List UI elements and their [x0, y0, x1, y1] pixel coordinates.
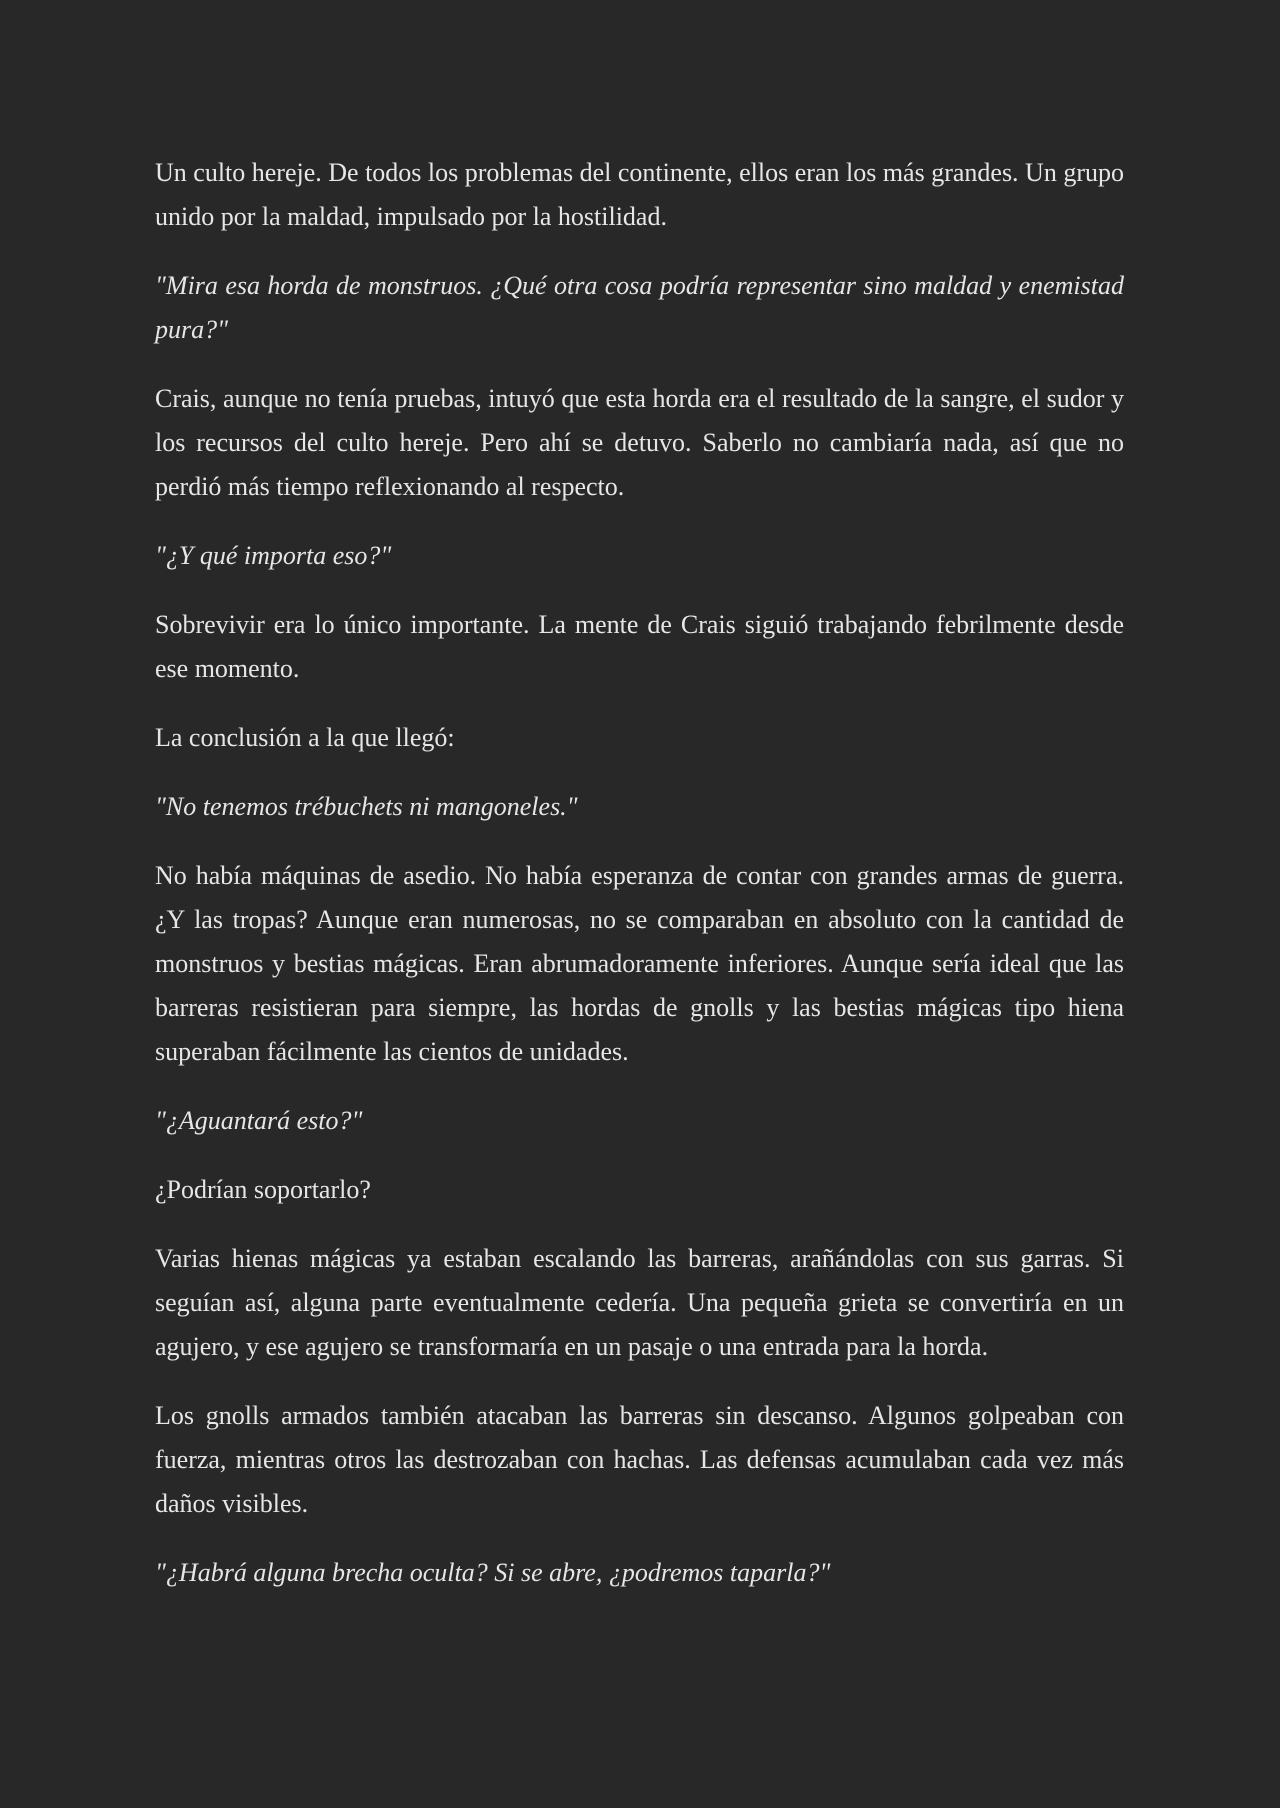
narration-paragraph: Crais, aunque no tenía pruebas, intuyó que esta horda era el resultado de la sangre, el sudor y los recursos del culto hereje. Pero ahí se detuvo. Saberlo no cambiaría nada, así que no perdió más tiempo reflexionando al respecto. — [155, 384, 1124, 501]
dialogue-paragraph: "¿Y qué importa eso?" — [155, 541, 392, 570]
dialogue-paragraph: "¿Aguantará esto?" — [155, 1106, 363, 1135]
narration-paragraph: No había máquinas de asedio. No había esperanza de contar con grandes armas de guerra. ¿Y las tropas? Aunque eran numerosas, no se comparaban en absoluto con la cantidad de monstruos y bestias mágicas. Eran abrumadoramente inferiores. Aunque sería ideal que las barreras resistieran para siempre, las hordas de gnolls y las bestias mágicas tipo hiena superaban fácilmente las cientos de unidades. — [155, 861, 1124, 1066]
narration-paragraph: Un culto hereje. De todos los problemas del continente, ellos eran los más grandes. Un grupo unido por la maldad, impulsado por la hostilidad. — [155, 158, 1124, 231]
dialogue-paragraph: "¿Habrá alguna brecha oculta? Si se abre, ¿podremos taparla?" — [155, 1558, 831, 1587]
chapter-text — [155, 151, 1124, 1620]
narration-paragraph: ¿Podrían soportarlo? — [155, 1175, 371, 1204]
narration-paragraph: La conclusión a la que llegó: — [155, 723, 455, 752]
narration-paragraph: Los gnolls armados también atacaban las barreras sin descanso. Algunos golpeaban con fuerza, mientras otros las destrozaban con hachas. Las defensas acumulaban cada vez más daños visibles. — [155, 1401, 1124, 1518]
dialogue-paragraph: "Mira esa horda de monstruos. ¿Qué otra cosa podría representar sino maldad y enemistad pura?" — [155, 271, 1124, 344]
narration-paragraph: Varias hienas mágicas ya estaban escalando las barreras, arañándolas con sus garras. Si seguían así, alguna parte eventualmente cedería. Una pequeña grieta se convertiría en un agujero, y ese agujero se transformaría en un pasaje o una entrada para la horda. — [155, 1244, 1124, 1361]
narration-paragraph: Sobrevivir era lo único importante. La mente de Crais siguió trabajando febrilmente desde ese momento. — [155, 610, 1124, 683]
dialogue-paragraph: "No tenemos trébuchets ni mangoneles." — [155, 792, 578, 821]
